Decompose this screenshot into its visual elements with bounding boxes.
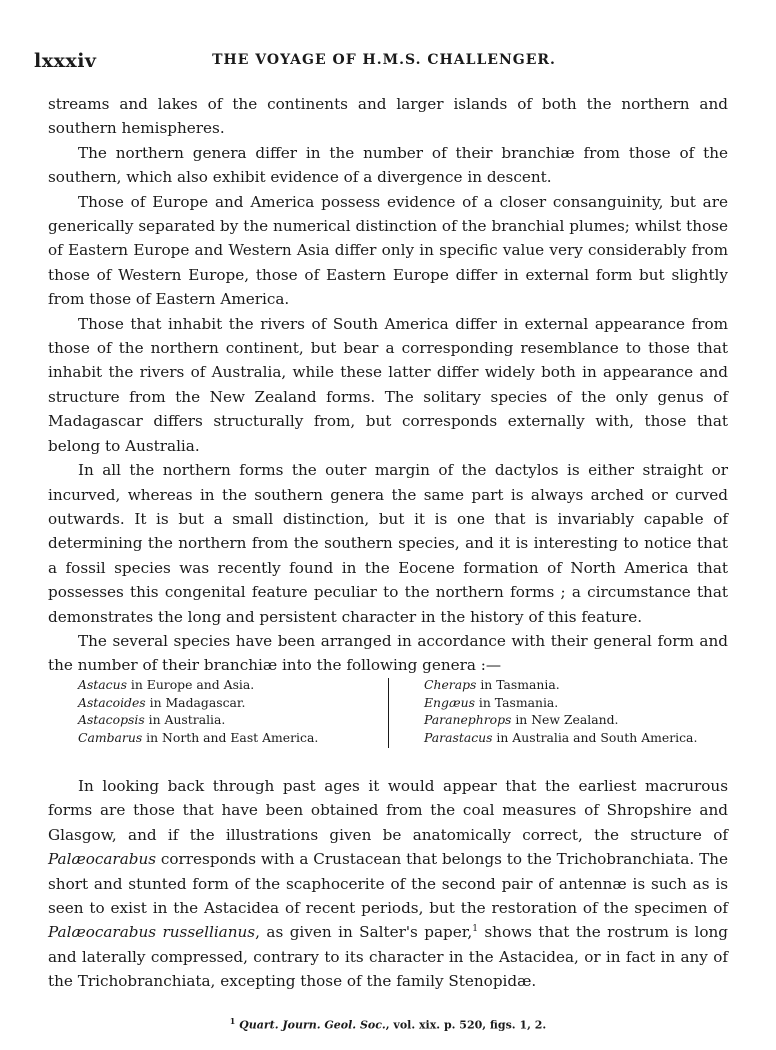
page-number: lxxxiv: [34, 50, 97, 72]
genus-locality: in Madagascar.: [145, 694, 246, 710]
page-header: [34, 50, 734, 74]
running-head: THE VOYAGE OF H.M.S. CHALLENGER.: [212, 52, 556, 68]
body-text: [48, 92, 728, 678]
genus-name: Parastacus: [424, 729, 493, 745]
genus-entry: [424, 729, 724, 747]
genus-entry: [78, 711, 378, 729]
text-run: , as given in Salter's paper,: [255, 923, 473, 942]
genus-entry: [78, 729, 378, 747]
genus-entry: [424, 711, 724, 729]
paragraph: streams and lakes of the continents and larger islands of both the northern and southern hemispheres.: [48, 95, 728, 138]
genus-entry: [424, 676, 724, 694]
genus-name: Paranephrops: [424, 712, 512, 727]
footnote-journal: Quart. Journ. Geol. Soc.: [239, 1018, 386, 1032]
genus-locality: in Tasmania.: [474, 694, 559, 710]
paragraph: [48, 774, 728, 994]
paragraph: The northern genera differ in the number of their branchiæ from those of the southern, which also exhibit evidence of a divergence in descent.: [48, 143, 728, 187]
footnote-reference[interactable]: 1: [472, 924, 478, 935]
genus-name: Astacoides: [78, 694, 146, 710]
genus-locality: in New Zealand.: [511, 712, 619, 727]
footnote-marker: 1: [229, 1016, 236, 1026]
paragraph: In all the northern forms the outer margin of the dactylos is either straight or incurved, whereas in the southern genera the same part is always arched or curved outwards. It is but a small distinction, but it is one that is invariably capable of determining the northern from the southern species, and it is interesting to notice that a fossil species was recently found in the Eocene formation of North America that possesses this congenital feature peculiar to the northern forms ; a circumstance that demonstrates the long and persistent character in the history of this feature.: [48, 461, 728, 626]
column-divider: [388, 678, 389, 748]
genera-list: [78, 676, 708, 752]
genus-name: Cheraps: [424, 677, 477, 692]
footnote: [0, 1016, 776, 1032]
genus-entry: [78, 676, 378, 694]
genus-name: Astacus: [78, 677, 127, 692]
text-run: shows that the rostrum is long and laterally compressed, contrary to its character in the Astacidea, or in fact in any of the Trichobranchiata, excepting those of the family Stenopidæ.: [48, 923, 728, 991]
text-run: corresponds with a Crustacean that belongs to the Trichobranchiata. The short and stunted form of the scaphocerite of the second pair of antennæ is such as is seen to exist in the Astacidea of recent periods, but the restoration of the specimen of: [48, 850, 728, 918]
paragraph: The several species have been arranged in accordance with their general form and the number of their branchiæ into the following genera :—: [48, 631, 728, 675]
genus-locality: in North and East America.: [142, 729, 319, 745]
genus-entry: [78, 694, 378, 712]
genus-locality: in Australia.: [144, 712, 226, 727]
genus-name: Cambarus: [78, 729, 143, 745]
genera-column-northern: [78, 676, 378, 746]
genus-name: Astacopsis: [78, 712, 145, 727]
genus-name: Palæocarabus: [48, 850, 157, 869]
genus-locality: in Europe and Asia.: [126, 677, 255, 692]
species-name: Palæocarabus russellianus: [48, 923, 256, 942]
text-run: In looking back through past ages it would appear that the earliest macrurous forms are those that have been obtained from the coal measures of Shropshire and Glasgow, and if the illustrations given be anatomically correct, the structure of: [48, 777, 728, 844]
genus-name: Engæus: [424, 694, 475, 710]
paragraph: Those of Europe and America possess evidence of a closer consanguinity, but are generically separated by the numerical distinction of the branchial plumes; whilst those of Eastern Europe and Western Asia differ only in specific value very considerably from those of Western Europe, those of Eastern Europe differ in external form but slightly from those of Eastern America.: [48, 192, 728, 309]
genus-locality: in Australia and South America.: [492, 729, 698, 745]
genus-locality: in Tasmania.: [476, 677, 560, 692]
body-text-continued: [48, 774, 728, 994]
footnote-citation: , vol. xix. p. 520, figs. 1, 2.: [385, 1018, 547, 1032]
paragraph: Those that inhabit the rivers of South America differ in external appearance from those of the northern continent, but bear a corresponding resemblance to those that inhabit the rivers of Australia, while these latter differ widely both in appearance and structure from the New Zealand forms. The solitary species of the only genus of Madagascar differs structurally from, but corresponds externally with, those that belong to Australia.: [48, 314, 728, 455]
genera-column-southern: [424, 676, 724, 746]
genus-entry: [424, 694, 724, 712]
